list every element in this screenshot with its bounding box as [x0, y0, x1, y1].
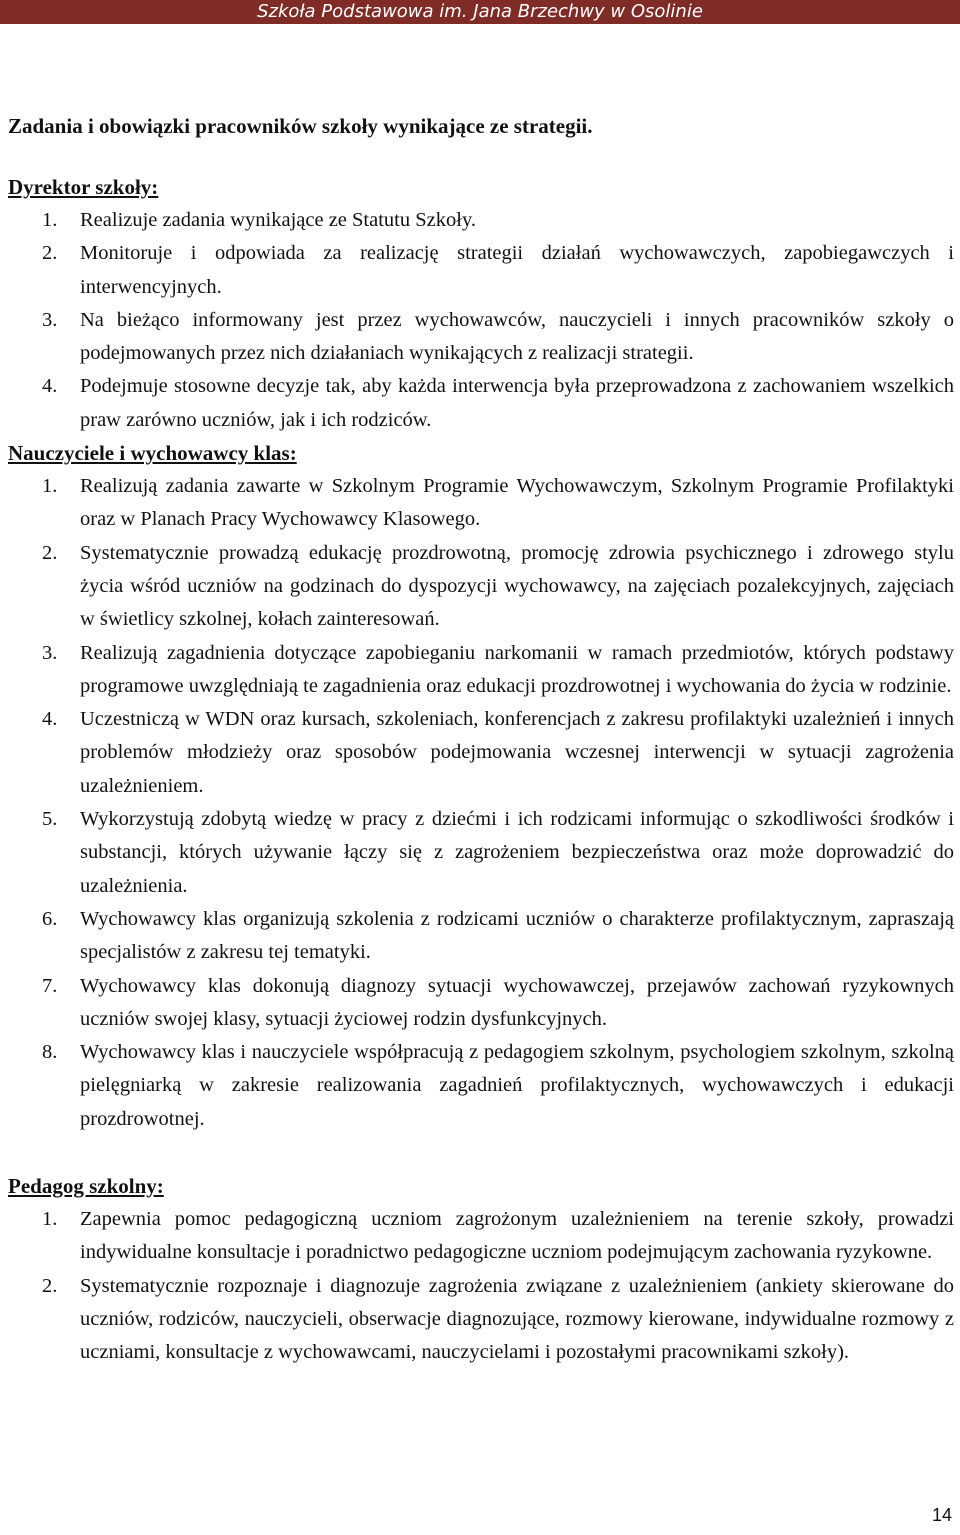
page-number: 14	[931, 1505, 952, 1525]
list-item: 2. Monitoruje i odpowiada za realizację strategii działań wychowawczych, zapobiegawczych i interwencyjnych.	[42, 242, 954, 298]
section-heading-pedagog: Pedagog szkolny:	[8, 1174, 164, 1199]
list-dyrektor	[8, 204, 954, 437]
list-item: 6. Wychowawcy klas organizują szkolenia z rodzicami uczniów o charakterze profilaktycznym, zapraszają specjalistów z zakresu tej tematyki.	[42, 907, 954, 964]
spacer	[8, 143, 954, 171]
list-item: 4. Podejmuje stosowne decyzje tak, aby każda interwencja była przeprowadzona z zachowaniem wszelkich praw zarówno uczniów, jak i ich rodziców.	[42, 375, 954, 431]
section-heading-dyrektor: Dyrektor szkoły:	[8, 175, 159, 199]
list-item: 1. Zapewnia pomoc pedagogiczną uczniom zagrożonym uzależnieniem na terenie szkoły, prowadzi indywidualne konsultacje i poradnictwo pedagogiczne uczniom podejmującym zachowania ryzykowne.	[42, 1208, 954, 1264]
page-header: Szkoła Podstawowa im. Jana Brzechwy w Osolinie	[0, 0, 960, 24]
list-item: 3. Na bieżąco informowany jest przez wychowawców, nauczycieli i innych pracowników szkoły o podejmowanych przez nich działaniach wynikających z realizacji strategii.	[42, 308, 954, 365]
list-pedagog	[8, 1203, 954, 1369]
list-nauczyciele	[8, 470, 954, 1136]
list-item: 4. Uczestniczą w WDN oraz kursach, szkoleniach, konferencjach z zakresu profilaktyki uzależnień i innych problemów młodzieży oraz sposobów podejmowania wczesnej interwencji w sytuacji zagrożenia uzależnieniem.	[42, 708, 954, 797]
list-item: 3. Realizują zagadnienia dotyczące zapobieganiu narkomanii w ramach przedmiotów, których podstawy programowe uwzględniają te zagadnienia oraz edukacji prozdrowotnej i wychowania do życia w rodzinie.	[42, 641, 954, 697]
document-body	[8, 110, 954, 1370]
list-item: 1. Realizują zadania zawarte w Szkolnym Programie Wychowawczym, Szkolnym Programie Profilaktyki oraz w Planach Pracy Wychowawcy Klasowego.	[42, 475, 954, 531]
section-heading-nauczyciele: Nauczyciele i wychowawcy klas:	[8, 441, 297, 466]
list-item: 1. Realizuje zadania wynikające ze Statutu Szkoły.	[42, 209, 476, 231]
list-item: 2. Systematycznie prowadzą edukację prozdrowotną, promocję zdrowia psychicznego i zdrowego stylu życia wśród uczniów na godzinach do dyspozycji wychowawcy, na zajęciach pozalekcyjnych, zajęciach w świetlicy szkolnej, kołach zainteresowań.	[42, 541, 954, 631]
spacer	[8, 1136, 954, 1170]
list-item: 2. Systematycznie rozpoznaje i diagnozuje zagrożenia związane z uzależnieniem (ankiety skierowane do uczniów, rodziców, nauczycieli, obserwacje diagnozujące, rozmowy kierowane, indywidualne rozmowy z uczniami, konsultacje z wychowawcami, nauczycielami i pozostałymi pracownikami szkoły).	[42, 1274, 954, 1364]
list-item: 8. Wychowawcy klas i nauczyciele współpracują z pedagogiem szkolnym, psychologiem szkolnym, szkolną pielęgniarką w zakresie realizowania zagadnień profilaktycznych, wychowawczych i edukacji prozdrowotnej.	[42, 1041, 954, 1130]
list-item: 5. Wykorzystują zdobytą wiedzę w pracy z dziećmi i ich rodzicami informując o szkodliwości środków i substancji, których używanie łączy się z zagrożeniem bezpieczeństwa oraz może doprowadzić do uzależnienia.	[42, 808, 954, 897]
document-title: Zadania i obowiązki pracowników szkoły wynikające ze strategii.	[8, 114, 593, 138]
list-item: 7. Wychowawcy klas dokonują diagnozy sytuacji wychowawczej, przejawów zachowań ryzykownych uczniów swojej klasy, sytuacji życiowej rodzin dysfunkcyjnych.	[42, 974, 954, 1030]
